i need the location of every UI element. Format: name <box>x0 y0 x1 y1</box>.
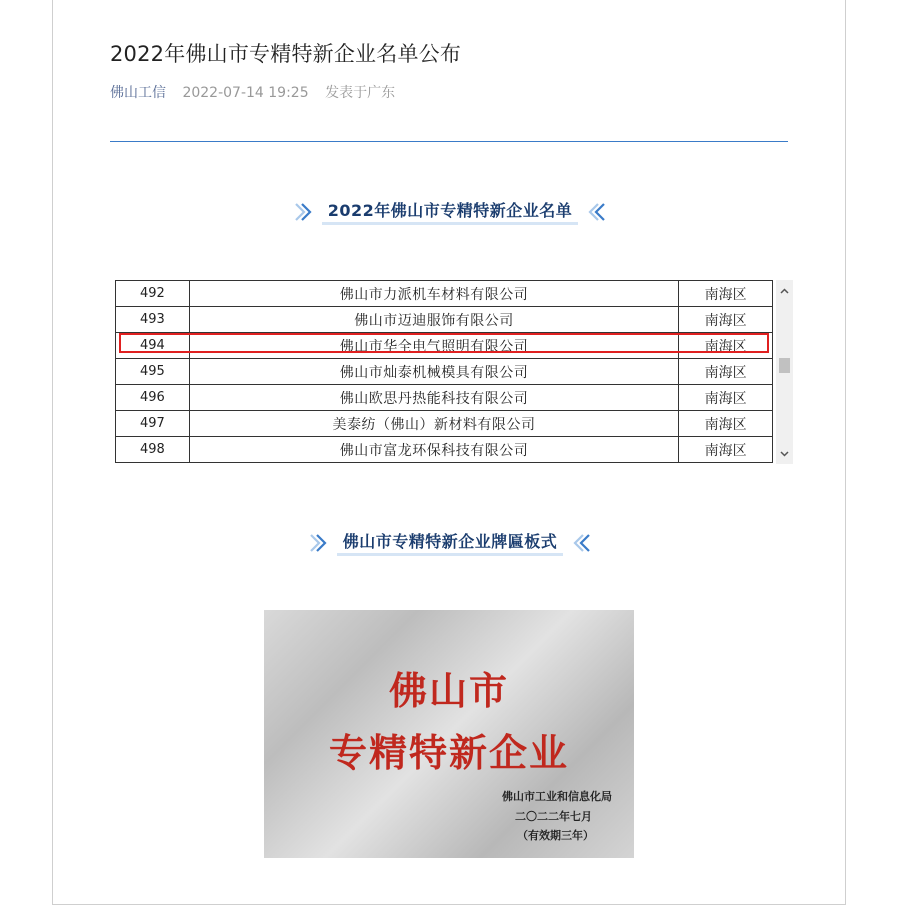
chevron-right-icon <box>292 200 322 224</box>
chevron-left-icon <box>563 531 593 555</box>
plaque-type-text: 专精特新企业 <box>328 730 569 775</box>
chevron-right-icon <box>307 531 337 555</box>
table-row <box>116 281 773 307</box>
table-row <box>116 437 773 463</box>
district: 南海区 <box>679 359 773 385</box>
scrollbar-thumb[interactable] <box>779 358 790 373</box>
district: 南海区 <box>679 437 773 463</box>
district: 南海区 <box>679 281 773 307</box>
row-number: 498 <box>116 437 190 463</box>
company-name: 佛山欧思丹热能科技有限公司 <box>189 385 679 411</box>
section-heading-plaque <box>0 529 900 559</box>
article-meta <box>110 82 395 102</box>
publish-location: 发表于广东 <box>325 85 396 101</box>
company-name: 美泰纺（佛山）新材料有限公司 <box>189 411 679 437</box>
district: 南海区 <box>679 411 773 437</box>
row-number: 492 <box>116 281 190 307</box>
table-row-highlighted <box>116 333 773 359</box>
plaque-month: 二〇二二年七月 <box>515 810 592 823</box>
plaque-image <box>264 610 634 858</box>
table-row <box>116 307 773 333</box>
chevron-left-icon <box>578 200 608 224</box>
company-table <box>115 280 773 463</box>
scroll-up-arrow-icon[interactable] <box>776 282 793 299</box>
company-name: 佛山市迈迪服饰有限公司 <box>189 307 679 333</box>
table-row <box>116 359 773 385</box>
row-number: 496 <box>116 385 190 411</box>
section-heading-list <box>0 198 900 228</box>
section-title-list: 2022年佛山市专精特新企业名单 <box>322 198 579 225</box>
district: 南海区 <box>679 385 773 411</box>
company-name: 佛山市华全电气照明有限公司 <box>189 333 679 359</box>
vertical-scrollbar[interactable] <box>776 280 793 464</box>
company-name: 佛山市力派机车材料有限公司 <box>189 281 679 307</box>
publish-datetime: 2022-07-14 19:25 <box>182 85 309 101</box>
district: 南海区 <box>679 307 773 333</box>
company-name: 佛山市富龙环保科技有限公司 <box>189 437 679 463</box>
section-title-plaque: 佛山市专精特新企业牌匾板式 <box>337 529 564 556</box>
plaque-issuer: 佛山市工业和信息化局 <box>502 790 612 803</box>
row-number: 494 <box>116 333 190 359</box>
article-title: 2022年佛山市专精特新企业名单公布 <box>110 42 462 66</box>
company-name: 佛山市灿泰机械模具有限公司 <box>189 359 679 385</box>
row-number: 497 <box>116 411 190 437</box>
row-number: 493 <box>116 307 190 333</box>
scroll-down-arrow-icon[interactable] <box>776 445 793 462</box>
account-name-link[interactable]: 佛山工信 <box>110 85 166 101</box>
plaque-validity: （有效期三年） <box>517 829 594 842</box>
row-number: 495 <box>116 359 190 385</box>
plaque-city-text: 佛山市 <box>388 668 509 713</box>
district: 南海区 <box>679 333 773 359</box>
table-row <box>116 411 773 437</box>
table-row <box>116 385 773 411</box>
company-list-scroll-area[interactable] <box>115 280 793 464</box>
header-divider <box>110 141 788 142</box>
